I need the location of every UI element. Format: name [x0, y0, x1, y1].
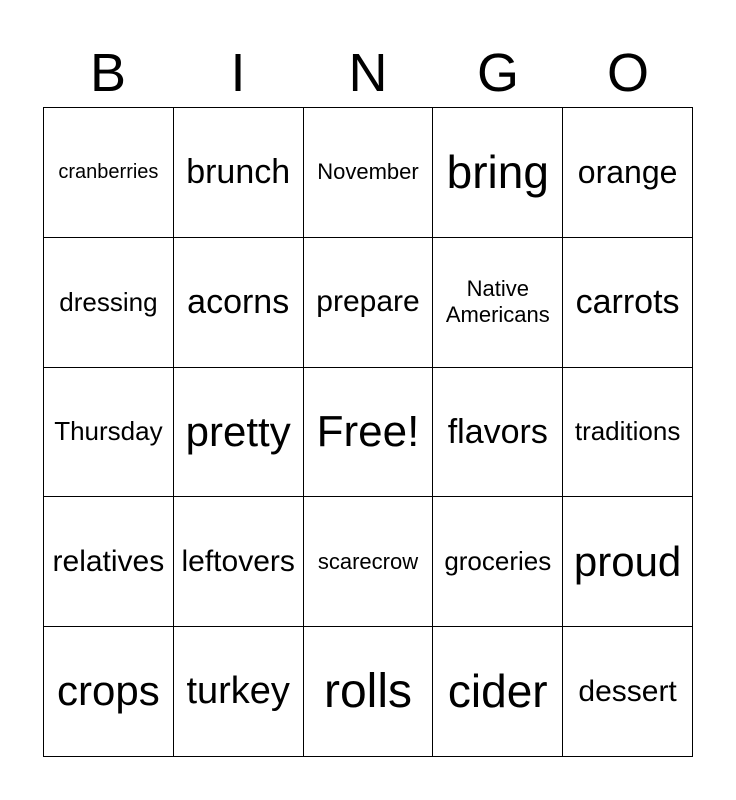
cell-word: groceries — [444, 546, 552, 577]
free-space-label: Free! — [316, 406, 420, 456]
bingo-header — [43, 40, 693, 106]
cell-word: crops — [57, 667, 160, 715]
header-letter-o: O — [606, 43, 649, 103]
bingo-cell[interactable] — [44, 238, 174, 368]
bingo-cell[interactable] — [174, 238, 304, 368]
bingo-cell[interactable] — [304, 627, 434, 757]
cell-word: November — [317, 159, 419, 185]
cell-word: cranberries — [58, 161, 159, 184]
cell-word: traditions — [574, 416, 681, 447]
cell-word: relatives — [52, 544, 165, 578]
bingo-cell[interactable] — [174, 368, 304, 498]
cell-word: scarecrow — [317, 548, 419, 574]
bingo-cell[interactable] — [44, 108, 174, 238]
cell-word: Thursday — [54, 416, 163, 447]
header-letter-g: G — [476, 43, 519, 103]
header-letter-n: N — [348, 43, 388, 103]
bingo-cell[interactable] — [433, 108, 563, 238]
bingo-cell[interactable] — [304, 238, 434, 368]
free-space-cell[interactable] — [304, 368, 434, 498]
bingo-cell[interactable] — [174, 108, 304, 238]
header-letter-i: I — [230, 43, 246, 103]
bingo-cell[interactable] — [44, 368, 174, 498]
cell-word: dressing — [59, 286, 158, 317]
cell-word: carrots — [575, 282, 680, 321]
bingo-cell[interactable] — [433, 238, 563, 368]
cell-word: orange — [577, 154, 678, 191]
cell-word: turkey — [186, 669, 290, 712]
cell-word: dessert — [578, 674, 677, 708]
bingo-cell[interactable] — [563, 368, 693, 498]
bingo-cell[interactable] — [433, 627, 563, 757]
bingo-cell[interactable] — [563, 627, 693, 757]
cell-word: prepare — [316, 285, 420, 319]
bingo-card-grid — [43, 107, 693, 757]
bingo-cell[interactable] — [563, 497, 693, 627]
bingo-cell[interactable] — [433, 368, 563, 498]
cell-word: rolls — [323, 664, 412, 718]
cell-word: proud — [573, 537, 682, 585]
cell-word: brunch — [186, 153, 291, 191]
cell-word: bring — [446, 145, 549, 198]
bingo-cell[interactable] — [433, 497, 563, 627]
bingo-cell[interactable] — [304, 108, 434, 238]
bingo-cell[interactable] — [174, 627, 304, 757]
bingo-cell[interactable] — [44, 627, 174, 757]
bingo-cell[interactable] — [174, 497, 304, 627]
header-letter-b: B — [89, 43, 127, 103]
cell-word: flavors — [447, 412, 548, 451]
cell-word: Native Americans — [445, 275, 550, 328]
bingo-cell[interactable] — [563, 238, 693, 368]
bingo-cell[interactable] — [44, 497, 174, 627]
bingo-cell[interactable] — [304, 497, 434, 627]
cell-word: leftovers — [181, 544, 295, 578]
cell-word: pretty — [185, 407, 291, 455]
cell-word: acorns — [187, 282, 290, 321]
cell-word: cider — [447, 665, 548, 717]
bingo-cell[interactable] — [563, 108, 693, 238]
